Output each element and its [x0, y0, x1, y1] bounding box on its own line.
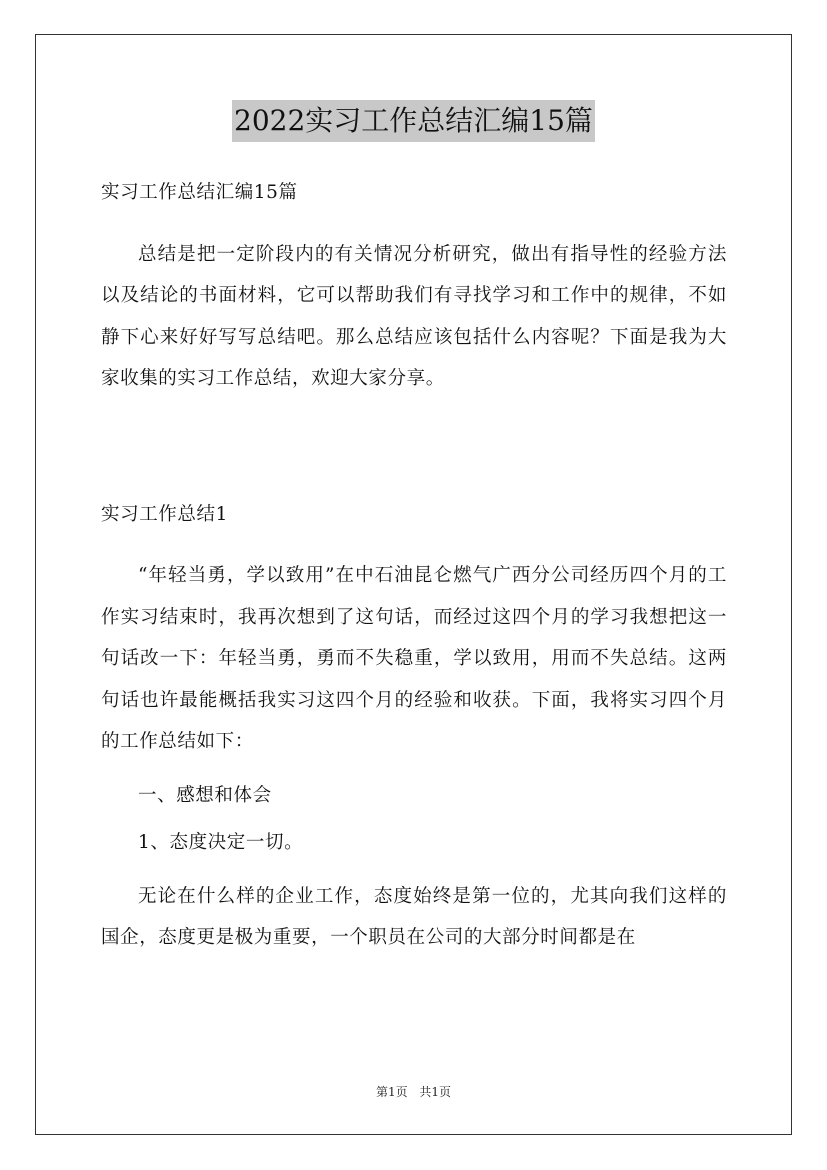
document-title: 2022实习工作总结汇编15篇 [232, 100, 595, 142]
section-spacer [101, 400, 727, 494]
list-heading-2: 1、态度决定一切。 [138, 832, 304, 853]
title-container [0, 100, 827, 142]
page-number: 第1页 [375, 1085, 408, 1099]
body-paragraph-2: 无论在什么样的企业工作，态度始终是第一位的，尤其向我们这样的国企，态度更是极为重要，一个职员在公司的大部分时间都是在 [101, 885, 727, 948]
list-heading-1: 一、感想和体会 [138, 784, 272, 806]
document-subtitle: 实习工作总结汇编15篇 [101, 182, 298, 203]
page-total: 共1页 [419, 1085, 452, 1099]
body-paragraph-1: “年轻当勇，学以致用”在中石油昆仑燃气广西分公司经历四个月的工作实习结束时，我再次想到了这句话，而经过这四个月的学习我想把这一句话改一下：年轻当勇，勇而不失稳重，学以致用，用而不失总结。这两句话也许最能概括我实习这四个月的经验和收获。下面，我将实习四个月的工作总结如下： [101, 565, 727, 752]
intro-paragraph: 总结是把一定阶段内的有关情况分析研究，做出有指导性的经验方法以及结论的书面材料，它可以帮助我们有寻找学习和工作中的规律，不如静下心来好好写写总结吧。那么总结应该包括什么内容呢？下面是我为大家收集的实习工作总结，欢迎大家分享。 [101, 243, 727, 389]
document-body [101, 172, 727, 959]
page-footer [0, 1084, 827, 1100]
section-heading: 实习工作总结1 [101, 503, 228, 525]
